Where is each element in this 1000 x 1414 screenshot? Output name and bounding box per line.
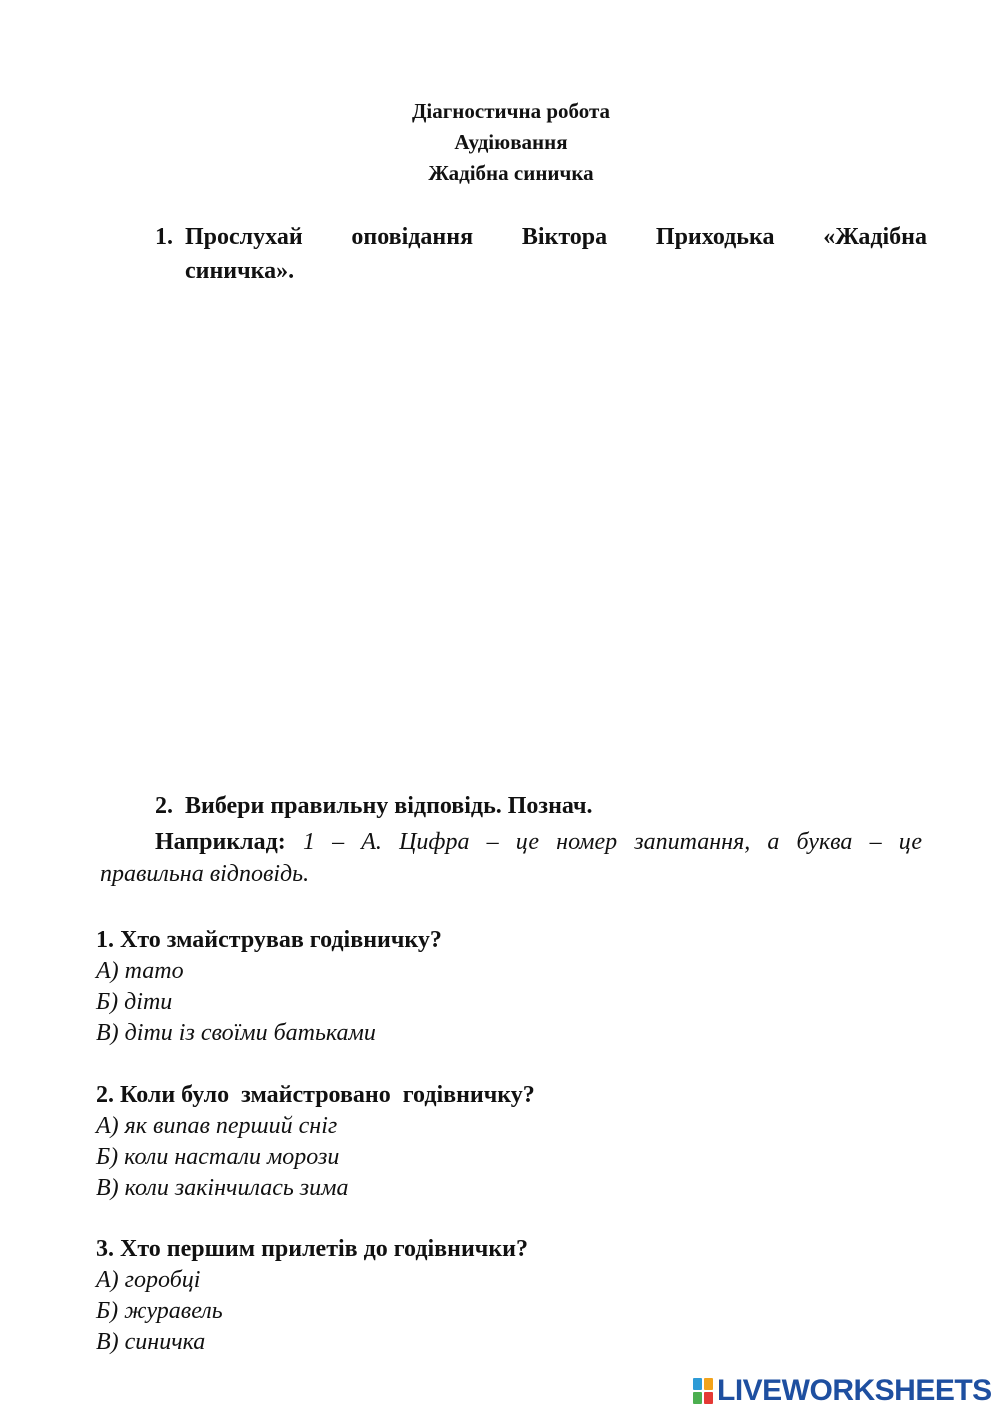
task-2 <box>155 789 592 823</box>
question-1-text: 1. Хто змайстрував годівничку? <box>96 927 442 953</box>
task-1-text <box>185 220 927 288</box>
worksheet-header <box>0 96 1000 189</box>
question-1-option-b[interactable]: Б) діти <box>96 989 173 1015</box>
question-2 <box>96 1080 535 1204</box>
example-text-line-1: 1 – А. Цифра – це номер запитання, а буква – це <box>302 829 922 855</box>
example-label: Наприклад: <box>155 829 286 855</box>
liveworksheets-logo-text: LIVEWORKSHEETS <box>717 1374 992 1407</box>
question-3-option-c[interactable]: В) синичка <box>96 1329 206 1355</box>
task-1-text-line-1: Прослухай оповідання Віктора Приходька «Жадібна <box>185 224 927 250</box>
question-2-option-a[interactable]: А) як випав перший сніг <box>96 1113 338 1139</box>
header-subject: Аудіювання <box>454 130 568 154</box>
question-2-text: 2. Коли було змайстровано годівничку? <box>96 1082 535 1108</box>
example-text-line-2: правильна відповідь. <box>100 861 310 887</box>
question-2-option-b[interactable]: Б) коли настали морози <box>96 1144 340 1170</box>
question-1-option-a[interactable]: А) тато <box>96 958 184 984</box>
task-2-text: Вибери правильну відповідь. Познач. <box>185 793 593 819</box>
question-3-option-a[interactable]: А) горобці <box>96 1267 201 1293</box>
task-2-number: 2. <box>155 793 173 819</box>
task-1-number: 1. <box>155 224 173 250</box>
question-1 <box>96 925 442 1049</box>
liveworksheets-logo-icon <box>693 1378 713 1404</box>
task-1 <box>155 220 927 288</box>
question-3-option-b[interactable]: Б) журавель <box>96 1298 223 1324</box>
example-instruction <box>100 826 922 890</box>
task-1-text-line-2: синичка». <box>185 258 295 284</box>
liveworksheets-logo <box>693 1374 992 1408</box>
question-3-text: 3. Хто першим прилетів до годівнички? <box>96 1236 528 1262</box>
header-title: Діагностична робота <box>411 99 611 123</box>
header-story-title: Жадібна синичка <box>428 161 594 185</box>
question-2-option-c[interactable]: В) коли закінчилась зима <box>96 1175 349 1201</box>
question-3 <box>96 1234 528 1358</box>
question-1-option-c[interactable]: В) діти із своїми батьками <box>96 1020 376 1046</box>
example-line-1 <box>100 826 922 858</box>
